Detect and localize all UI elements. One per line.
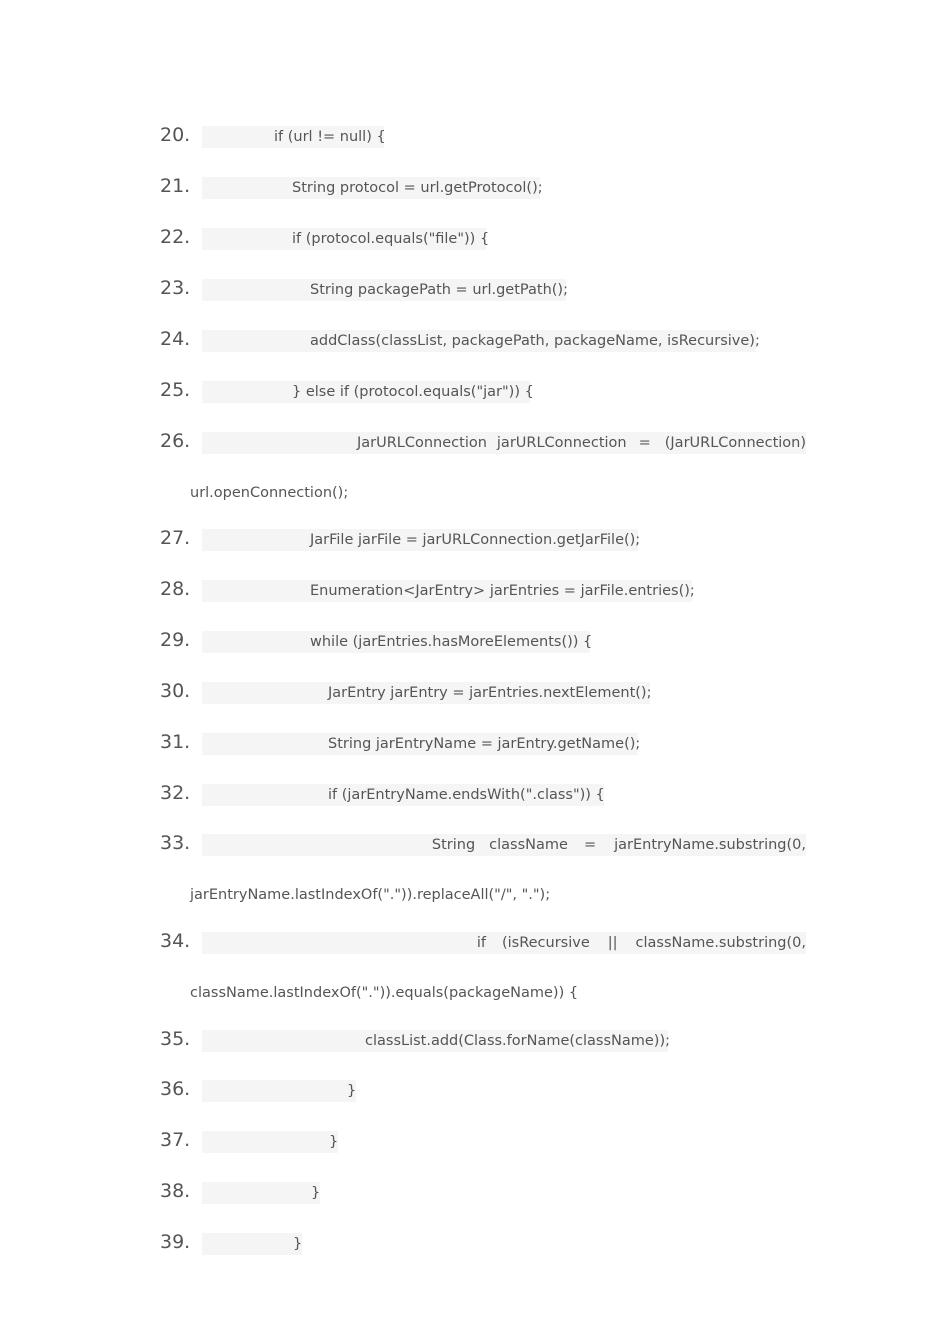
code-line [0,377,950,403]
code-token: = [583,837,597,853]
code-text: if (protocol.equals("file")) { [202,228,486,250]
code-line [0,1229,950,1255]
line-number: 21. [160,175,191,197]
code-continuation: jarEntryName.lastIndexOf(".")).replaceAll("/", "."); [190,887,551,903]
line-number: 30. [160,680,191,702]
line-number: 32. [160,782,191,804]
code-text: addClass(classList, packagePath, packageName, isRecursive); [202,330,756,352]
line-number: 33. [160,832,191,854]
code-line [0,428,950,454]
code-line [0,780,950,806]
code-line [0,576,950,602]
code-token: || [607,935,618,951]
code-text: } [202,1233,302,1255]
code-text: JarFile jarFile = jarURLConnection.getJarFile(); [202,529,638,551]
code-text: String packagePath = url.getPath(); [202,279,566,301]
line-number: 24. [160,328,191,350]
code-line [0,173,950,199]
line-number: 25. [160,379,191,401]
code-token: JarURLConnection [356,435,487,451]
code-token: className.substring(0, [635,935,806,951]
code-line [0,275,950,301]
line-number: 35. [160,1028,191,1050]
code-text: classList.add(Class.forName(className)); [202,1030,668,1052]
line-number: 27. [160,527,191,549]
code-text: } [202,1131,338,1153]
code-token: jarEntryName.substring(0, [614,837,806,853]
code-text: JarEntry jarEntry = jarEntries.nextElement(); [202,682,650,704]
code-text: if (url != null) { [202,126,384,148]
line-number: 20. [160,124,191,146]
code-text [202,834,806,856]
code-text: while (jarEntries.hasMoreElements()) { [202,631,590,653]
line-number: 26. [160,430,191,452]
code-token: (isRecursive [501,935,590,951]
code-text: if (jarEntryName.endsWith(".class")) { [202,784,604,806]
code-line [0,1076,950,1102]
line-number: 29. [160,629,191,651]
code-token: String [431,837,476,853]
line-number: 28. [160,578,191,600]
code-token: (JarURLConnection) [664,435,806,451]
code-token: = [638,435,651,451]
line-number: 23. [160,277,191,299]
code-text: } [202,1182,320,1204]
code-token: if [476,935,486,951]
line-number: 36. [160,1078,191,1100]
code-line [0,830,950,856]
line-number: 34. [160,930,191,952]
code-line [0,1026,950,1052]
code-text: } [202,1080,356,1102]
code-line [0,729,950,755]
line-number: 39. [160,1231,191,1253]
line-number: 31. [160,731,191,753]
code-line [0,1127,950,1153]
line-number: 38. [160,1180,191,1202]
code-line [0,525,950,551]
code-text: Enumeration<JarEntry> jarEntries = jarFile.entries(); [202,580,692,602]
code-line [0,122,950,148]
code-continuation: className.lastIndexOf(".")).equals(packageName)) { [190,985,579,1001]
code-continuation: url.openConnection(); [190,485,349,501]
code-text: String protocol = url.getProtocol(); [202,177,540,199]
code-text: String jarEntryName = jarEntry.getName(); [202,733,638,755]
line-number: 22. [160,226,191,248]
code-line [0,928,950,954]
code-line [0,1178,950,1204]
code-token: className [489,837,568,853]
line-number: 37. [160,1129,191,1151]
code-token: jarURLConnection [496,435,627,451]
code-line [0,678,950,704]
code-line [0,326,950,352]
code-line [0,224,950,250]
code-line [0,627,950,653]
code-text [202,432,806,454]
code-text [202,932,806,954]
code-text: } else if (protocol.equals("jar")) { [202,381,530,403]
